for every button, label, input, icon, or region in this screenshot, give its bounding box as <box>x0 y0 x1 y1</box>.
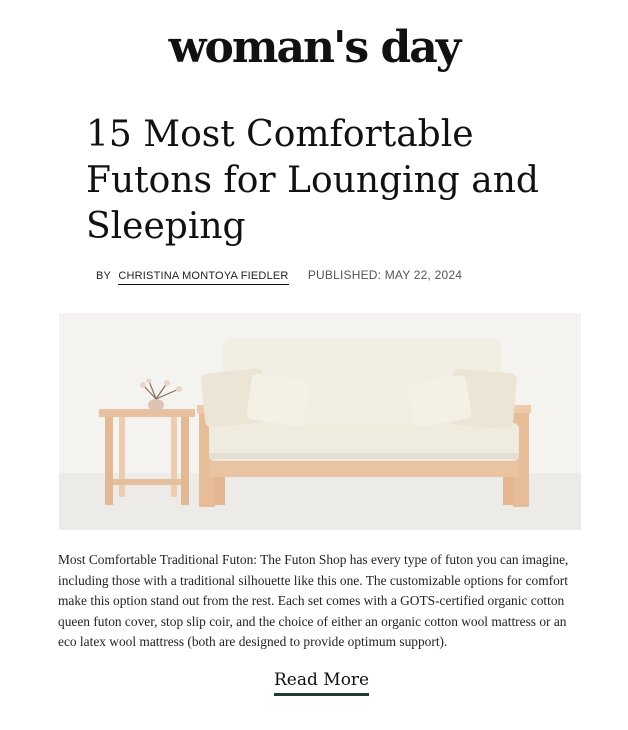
hero-image <box>59 313 581 530</box>
futon-illustration <box>59 313 581 530</box>
byline <box>96 268 462 282</box>
brand-logo[interactable]: woman's day <box>168 22 460 73</box>
byline-prefix: BY <box>96 270 112 282</box>
published-date: PUBLISHED: MAY 22, 2024 <box>307 268 463 282</box>
article-body: Most Comfortable Traditional Futon: The Futon Shop has every type of futon you can imagine, including those with a traditional silhouette like this one. The customizable options for comfort make this option stand out from the rest. Each set comes with a GOTS-certified organic cotton queen futon cover, stop slip coir, and the choice of either an organic cotton wool mattress or an eco latex wool mattress (both are designed to provide optimum support). <box>58 552 569 650</box>
article-title: 15 Most Comfortable Futons for Lounging and Sleeping <box>86 114 539 247</box>
read-more-link[interactable]: Read More <box>274 670 369 696</box>
author-link[interactable]: CHRISTINA MONTOYA FIEDLER <box>118 270 288 285</box>
